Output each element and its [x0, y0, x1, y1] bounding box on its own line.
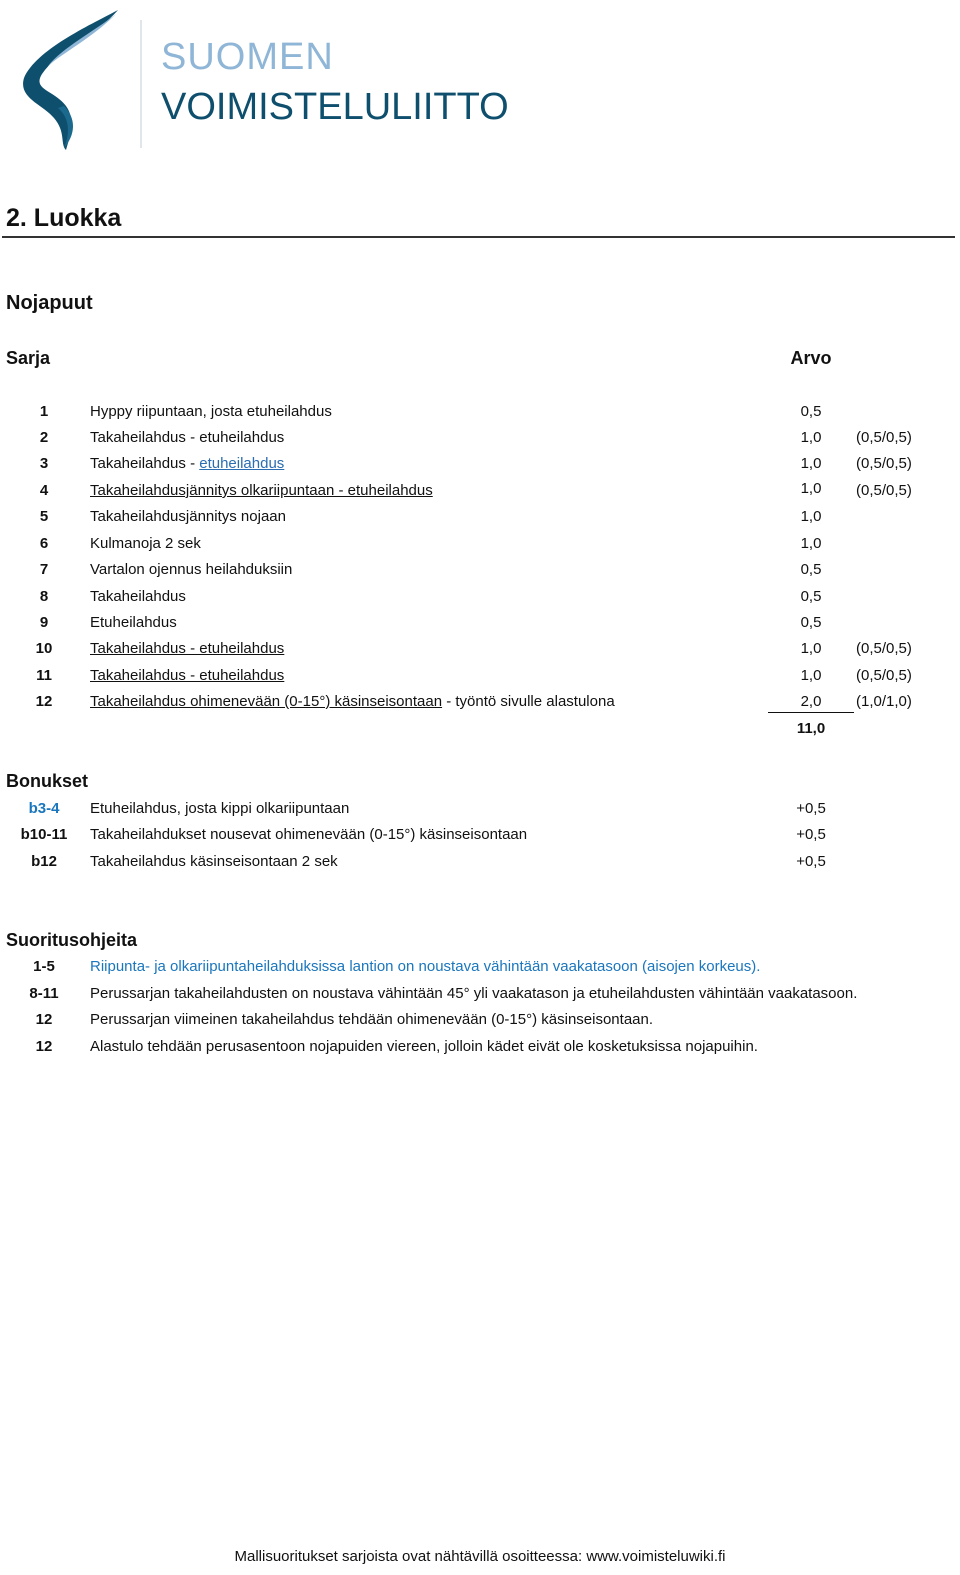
guide-row — [0, 985, 960, 1007]
routine-row — [0, 588, 960, 610]
guide-code: 12 — [35, 1011, 53, 1028]
row-split-value: (0,5/0,5) — [856, 640, 912, 657]
logo-divider — [140, 20, 142, 148]
row-value: 1,0 — [800, 640, 822, 657]
routine-row — [0, 561, 960, 583]
bonus-section-title: Bonukset — [6, 771, 89, 791]
row-description-link[interactable]: Takaheilahdusjännitys olkariipuntaan - etuheilahdus — [90, 482, 433, 499]
sarja-header: Sarja — [6, 348, 51, 368]
bonus-row — [0, 800, 960, 822]
row-description: Takaheilahdus - etuheilahdus — [90, 429, 285, 446]
row-split-value: (1,0/1,0) — [856, 693, 912, 710]
row-value: 0,5 — [800, 403, 822, 420]
guide-code: 8-11 — [29, 985, 59, 1002]
swoosh-logo-icon — [18, 8, 138, 158]
row-description: Takaheilahdusjännitys nojaan — [90, 508, 286, 525]
bonus-description: Etuheilahdus, josta kippi olkariipuntaan — [90, 800, 350, 817]
guide-description: Alastulo tehdään perusasentoon nojapuiden viereen, jolloin kädet eivät ole kosketuksissa nojapuihin. — [90, 1038, 758, 1055]
row-value: 0,5 — [800, 561, 822, 578]
bonus-description: Takaheilahdukset nousevat ohimenevään (0-15°) käsinseisontaan — [90, 826, 528, 843]
arvo-header: Arvo — [790, 348, 832, 368]
row-number: 1 — [39, 403, 49, 420]
routine-row — [0, 667, 960, 689]
page-title: 2. Luokka — [6, 204, 122, 232]
bonus-description: Takaheilahdus käsinseisontaan 2 sek — [90, 853, 338, 870]
routine-row — [0, 640, 960, 662]
row-value: 1,0 — [800, 429, 822, 446]
row-number: 12 — [35, 693, 53, 710]
row-description: Kulmanoja 2 sek — [90, 535, 201, 552]
row-value: 1,0 — [800, 508, 822, 525]
row-description: Hyppy riipuntaan, josta etuheilahdus — [90, 403, 332, 420]
row-split-value: (0,5/0,5) — [856, 455, 912, 472]
row-value: 1,0 — [800, 480, 822, 497]
row-number: 11 — [36, 667, 52, 684]
routine-row — [0, 535, 960, 557]
row-value: 0,5 — [800, 588, 822, 605]
row-number: 10 — [35, 640, 53, 657]
row-value: 0,5 — [800, 614, 822, 631]
row-split-value: (0,5/0,5) — [856, 667, 912, 684]
routine-row — [0, 614, 960, 636]
row-number: 4 — [39, 482, 49, 499]
row-description: Vartalon ojennus heilahduksiin — [90, 561, 293, 578]
row-value: 2,0 — [800, 693, 822, 710]
row-description: Etuheilahdus — [90, 614, 177, 631]
guide-description: Riipunta- ja olkariipuntaheilahduksissa lantion on noustava vähintään vaakatasoon (aisojen korkeus). — [90, 958, 761, 975]
guide-row — [0, 1038, 960, 1060]
title-divider — [2, 236, 955, 238]
bonus-value: +0,5 — [796, 826, 826, 843]
total-divider — [768, 712, 854, 713]
logo-text-line2: VOIMISTELULIITTO — [161, 86, 509, 128]
row-description-link[interactable]: Takaheilahdus - etuheilahdus — [90, 667, 285, 684]
row-description-link[interactable]: Takaheilahdus - etuheilahdus — [90, 640, 285, 657]
routine-row — [0, 455, 960, 477]
federation-logo — [18, 8, 509, 158]
guide-code: 1-5 — [33, 958, 55, 975]
bonus-value: +0,5 — [796, 853, 826, 870]
footer-note: Mallisuoritukset sarjoista ovat nähtävillä osoitteessa: www.voimisteluwiki.fi — [234, 1548, 726, 1565]
row-number: 7 — [39, 561, 49, 578]
row-number: 9 — [39, 614, 49, 631]
row-number: 3 — [39, 455, 49, 472]
row-description-text: - työntö sivulle alastulona — [442, 693, 615, 710]
routine-row — [0, 403, 960, 425]
etuheilahdus-link[interactable]: etuheilahdus — [199, 455, 285, 472]
routine-row — [0, 508, 960, 530]
section-title: Nojapuut — [6, 292, 93, 314]
bonus-value: +0,5 — [796, 800, 826, 817]
logo-text-line1: SUOMEN — [161, 36, 334, 78]
bonus-row — [0, 853, 960, 875]
row-description — [90, 693, 615, 710]
bonus-row — [0, 826, 960, 848]
row-value: 1,0 — [800, 667, 822, 684]
routine-row — [0, 429, 960, 451]
guide-description: Perussarjan viimeinen takaheilahdus tehdään ohimenevään (0-15°) käsinseisontaan. — [90, 1011, 654, 1028]
row-split-value: (0,5/0,5) — [856, 429, 912, 446]
row-number: 5 — [39, 508, 49, 525]
bonus-code: b12 — [31, 853, 57, 870]
total-value: 11,0 — [796, 720, 826, 737]
row-description-text: Takaheilahdus - — [90, 455, 200, 472]
guide-row — [0, 958, 960, 980]
guide-row — [0, 1011, 960, 1033]
routine-row — [0, 482, 960, 504]
row-description — [90, 455, 284, 472]
row-split-value: (0,5/0,5) — [856, 482, 912, 499]
row-description-link[interactable]: Takaheilahdus ohimenevään (0-15°) käsinseisontaan — [90, 693, 443, 710]
row-value: 1,0 — [800, 535, 822, 552]
guide-description: Perussarjan takaheilahdusten on noustava vähintään 45° yli vaakatason ja etuheilahdusten vähintään vaakatasoon. — [90, 985, 858, 1002]
row-number: 8 — [39, 588, 49, 605]
bonus-code: b3-4 — [28, 800, 60, 817]
guide-section-title: Suoritusohjeita — [6, 930, 138, 950]
guide-code: 12 — [35, 1038, 53, 1055]
row-value: 1,0 — [800, 455, 822, 472]
bonus-code: b10-11 — [20, 826, 68, 843]
row-description: Takaheilahdus — [90, 588, 186, 605]
row-number: 2 — [39, 429, 49, 446]
row-number: 6 — [39, 535, 49, 552]
